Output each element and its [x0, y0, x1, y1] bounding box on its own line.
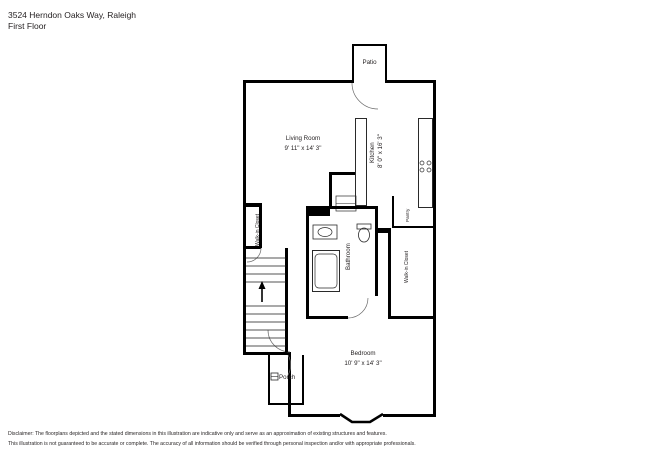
disclaimer-line-1: Disclaimer: The floorplans depicted and the stated dimensions in this illustration are indicative only and serve as an approximation of existing structures and features.	[8, 431, 387, 438]
disclaimer-line-2: This illustration is not guaranteed to be accurate or complete. The accuracy of all information should be verified through personal inspection and/or with appropriate professionals.	[8, 441, 416, 448]
room-label-bedroom: Bedroom 10' 9" x 14' 3"	[344, 350, 382, 367]
room-label-patio: Patio	[362, 59, 377, 66]
room-label-closet-upper: Walk-in Closet	[255, 213, 261, 246]
floor-label: First Floor	[8, 21, 47, 32]
room-label-closet-right: Walk-in Closet	[404, 250, 410, 283]
room-label-kitchen: Kitchen	[369, 142, 376, 163]
disclaimer-block	[8, 430, 568, 450]
room-label-living-room: Living Room 9' 11" x 14' 3"	[284, 135, 322, 152]
room-label-pantry: Pantry	[405, 208, 410, 222]
room-label-bathroom: Bathroom	[345, 243, 352, 270]
room-label-porch: Porch	[279, 374, 296, 381]
room-dimensions-kitchen: 8' 0" x 16' 3"	[377, 134, 384, 168]
property-address: 3524 Herndon Oaks Way, Raleigh	[8, 10, 137, 20]
